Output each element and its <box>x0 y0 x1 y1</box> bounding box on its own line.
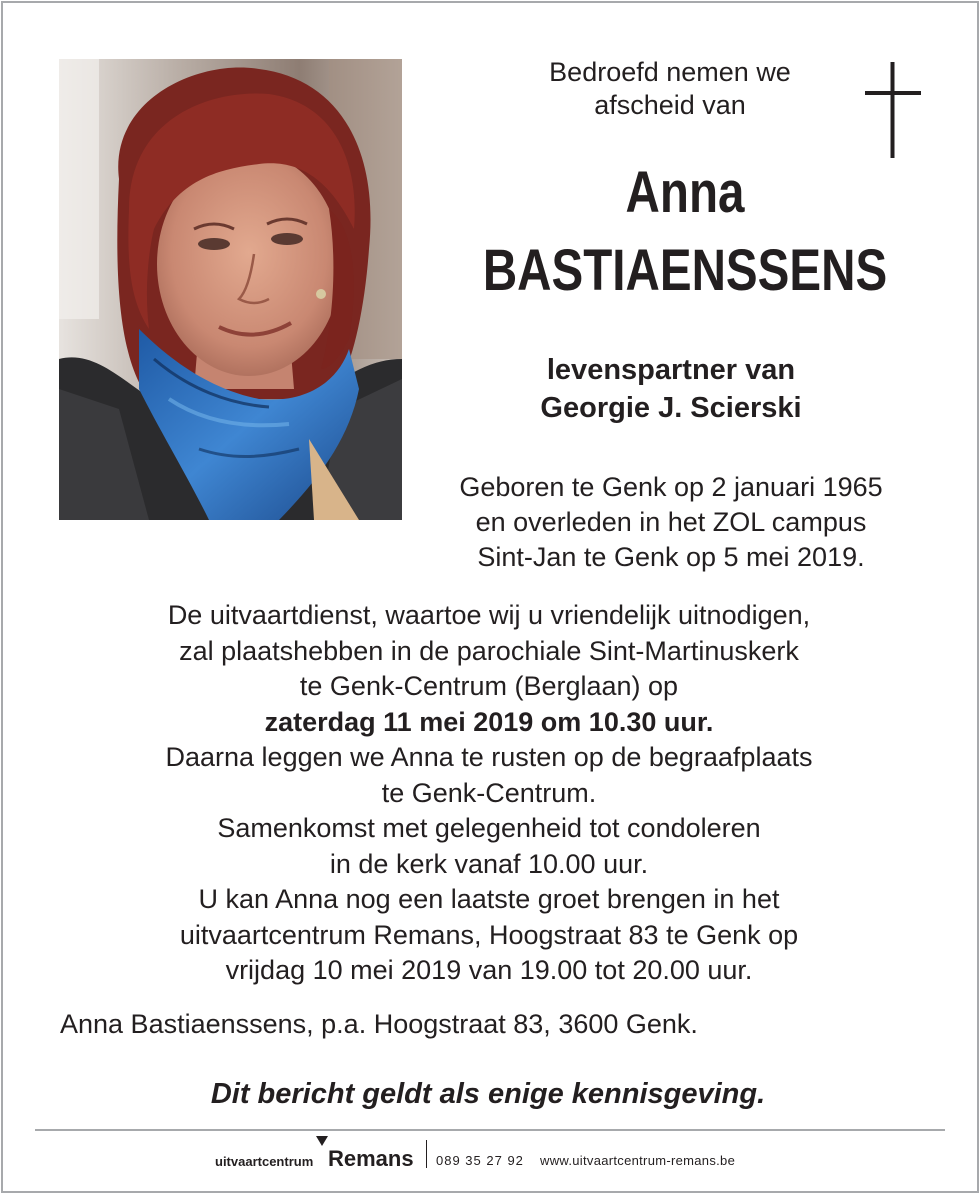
footer-separator <box>426 1140 427 1168</box>
service-line: U kan Anna nog een laatste groet brengen in het <box>198 884 780 914</box>
service-line: Daarna leggen we Anna te rusten op de begraafplaats <box>165 742 813 772</box>
service-line: in de kerk vanaf 10.00 uur. <box>329 848 649 879</box>
partner-line: Georgie J. Scierski <box>540 392 802 424</box>
contact-address: Anna Bastiaenssens, p.a. Hoogstraat 83, 3600 Genk. <box>60 1009 698 1039</box>
birth-death-line: en overleden in het ZOL campus <box>475 507 867 537</box>
portrait-photo <box>59 59 402 520</box>
partner-line: levenspartner van <box>546 354 796 386</box>
deceased-first-name: Anna <box>625 160 745 225</box>
service-line: zal plaatshebben in de parochiale Sint-Martinuskerk <box>179 635 799 666</box>
service-line: De uitvaartdienst, waartoe wij u vriendelijk uitnodigen, <box>167 600 811 630</box>
service-line: te Genk-Centrum (Berglaan) op <box>299 671 679 701</box>
footer-website: www.uitvaartcentrum-remans.be <box>540 1153 736 1168</box>
footer-divider <box>35 1129 945 1131</box>
footer <box>0 1136 980 1176</box>
triangle-marker-icon <box>316 1136 328 1146</box>
deceased-last-name: BASTIAENSSENS <box>482 238 888 303</box>
footer-phone: 089 35 27 92 <box>436 1153 524 1168</box>
birth-death-text <box>415 470 927 575</box>
service-date: zaterdag 11 mei 2019 om 10.30 uur. <box>264 706 714 737</box>
birth-death-line: Sint-Jan te Genk op 5 mei 2019. <box>477 542 865 572</box>
footer-brand-name: Remans <box>328 1146 414 1171</box>
birth-death-line: Geboren te Genk op 2 januari 1965 <box>459 472 883 502</box>
footer-brand-prefix: uitvaartcentrum <box>215 1154 314 1169</box>
service-line: Samenkomst met gelegenheid tot condoleren <box>217 813 761 843</box>
notice-statement: Dit bericht geldt als enige kennisgeving. <box>210 1078 766 1110</box>
service-line: vrijdag 10 mei 2019 van 19.00 tot 20.00 uur. <box>225 955 753 985</box>
service-details <box>60 598 918 989</box>
intro-text <box>430 56 910 122</box>
intro-line: afscheid van <box>594 90 746 120</box>
intro-line: Bedroefd nemen we <box>549 57 791 87</box>
service-line: te Genk-Centrum. <box>381 777 597 808</box>
service-line: uitvaartcentrum Remans, Hoogstraat 83 te Genk op <box>179 919 799 950</box>
partner-text <box>430 351 912 427</box>
